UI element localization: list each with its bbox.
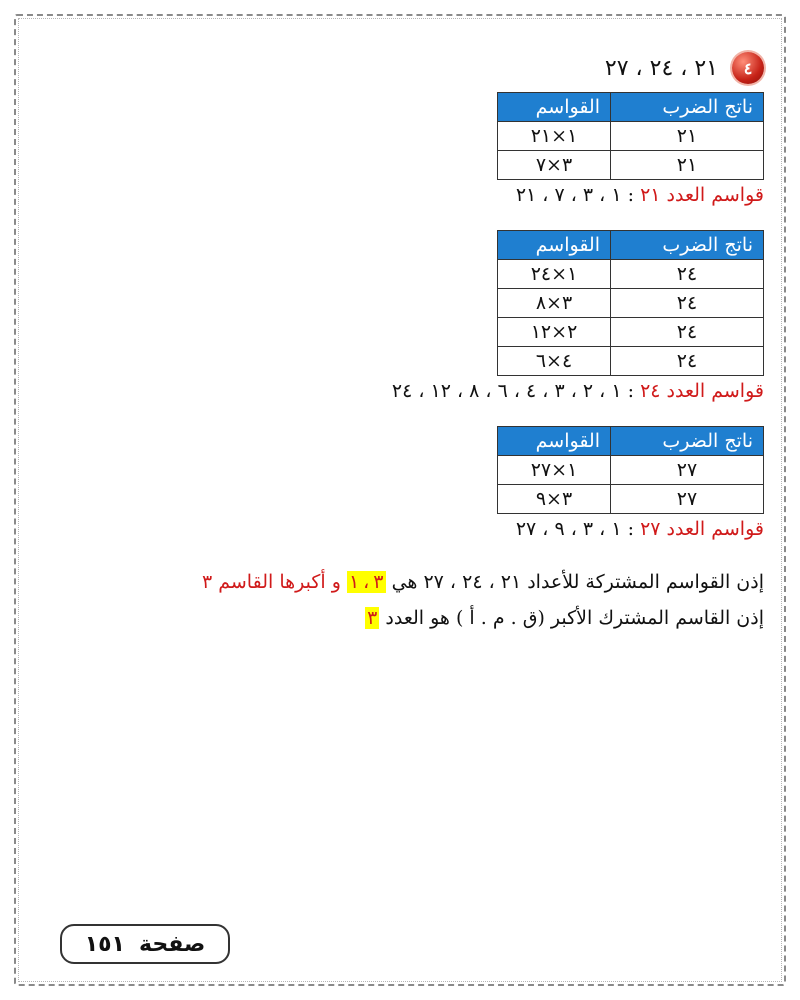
page-number-box	[60, 924, 230, 964]
conclusion-line-1-text: إذن القواسم المشتركة للأعداد ٢١ ، ٢٤ ، ٢٧ هي	[391, 571, 764, 593]
factor-table	[497, 92, 764, 180]
highlight-common-3: ٣	[373, 571, 384, 593]
header-factors: القواسم	[498, 427, 611, 456]
table-row	[498, 289, 764, 318]
factor-table	[497, 426, 764, 514]
cell-product: ٢٤	[611, 318, 764, 347]
factors-label: قواسم العدد ٢٧	[640, 518, 764, 540]
factor-tables	[40, 92, 764, 540]
factors-list: : ١ ، ٣ ، ٧ ، ٢١	[515, 184, 635, 206]
cell-product: ٢٤	[611, 289, 764, 318]
highlight-separator: ،	[363, 571, 370, 593]
table-row	[498, 347, 764, 376]
cell-product: ٢٤	[611, 260, 764, 289]
cell-product: ٢٤	[611, 347, 764, 376]
conclusion-line-1	[40, 564, 764, 600]
header-product: ناتج الضرب	[611, 427, 764, 456]
table-row	[498, 485, 764, 514]
conclusion-line-1-tail: و أكبرها القاسم ٣	[201, 571, 341, 593]
cell-factors: ١×٢٤	[498, 260, 611, 289]
factors-label: قواسم العدد ٢١	[640, 184, 764, 206]
cell-factors: ١×٢١	[498, 122, 611, 151]
conclusion-line-2	[40, 600, 764, 636]
factor-block	[40, 92, 764, 206]
question-header	[40, 52, 764, 84]
cell-product: ٢٧	[611, 456, 764, 485]
page-number: ١٥١	[84, 931, 125, 957]
cell-factors: ٣×٨	[498, 289, 611, 318]
factors-list: : ١ ، ٢ ، ٣ ، ٤ ، ٦ ، ٨ ، ١٢ ، ٢٤	[391, 380, 635, 402]
question-numbers: ٢١ ، ٢٤ ، ٢٧	[604, 55, 718, 81]
header-product: ناتج الضرب	[611, 93, 764, 122]
header-product: ناتج الضرب	[611, 231, 764, 260]
cell-product: ٢١	[611, 151, 764, 180]
factor-table	[497, 230, 764, 376]
cell-product: ٢١	[611, 122, 764, 151]
header-factors: القواسم	[498, 231, 611, 260]
conclusion	[40, 564, 764, 636]
page-label: صفحة	[139, 931, 206, 957]
header-factors: القواسم	[498, 93, 611, 122]
cell-product: ٢٧	[611, 485, 764, 514]
table-header-row	[498, 231, 764, 260]
factors-list: : ١ ، ٣ ، ٩ ، ٢٧	[515, 518, 635, 540]
cell-factors: ٢×١٢	[498, 318, 611, 347]
cell-factors: ٣×٧	[498, 151, 611, 180]
table-row	[498, 456, 764, 485]
conclusion-line-2-text: إذن القاسم المشترك الأكبر (ق . م . أ ) هو العدد	[385, 607, 764, 630]
cell-factors: ٤×٦	[498, 347, 611, 376]
highlight-common-1: ١	[348, 571, 360, 593]
factors-line	[40, 518, 764, 540]
table-header-row	[498, 93, 764, 122]
factor-block	[40, 230, 764, 402]
question-number-badge: ٤	[732, 52, 764, 84]
table-row	[498, 151, 764, 180]
page-content	[40, 52, 764, 636]
factor-block	[40, 426, 764, 540]
factors-line	[40, 184, 764, 206]
cell-factors: ١×٢٧	[498, 456, 611, 485]
highlight-gcf: ٣	[367, 607, 378, 630]
table-row	[498, 318, 764, 347]
cell-factors: ٣×٩	[498, 485, 611, 514]
factors-label: قواسم العدد ٢٤	[640, 380, 764, 402]
factors-line	[40, 380, 764, 402]
table-header-row	[498, 427, 764, 456]
table-row	[498, 122, 764, 151]
table-row	[498, 260, 764, 289]
